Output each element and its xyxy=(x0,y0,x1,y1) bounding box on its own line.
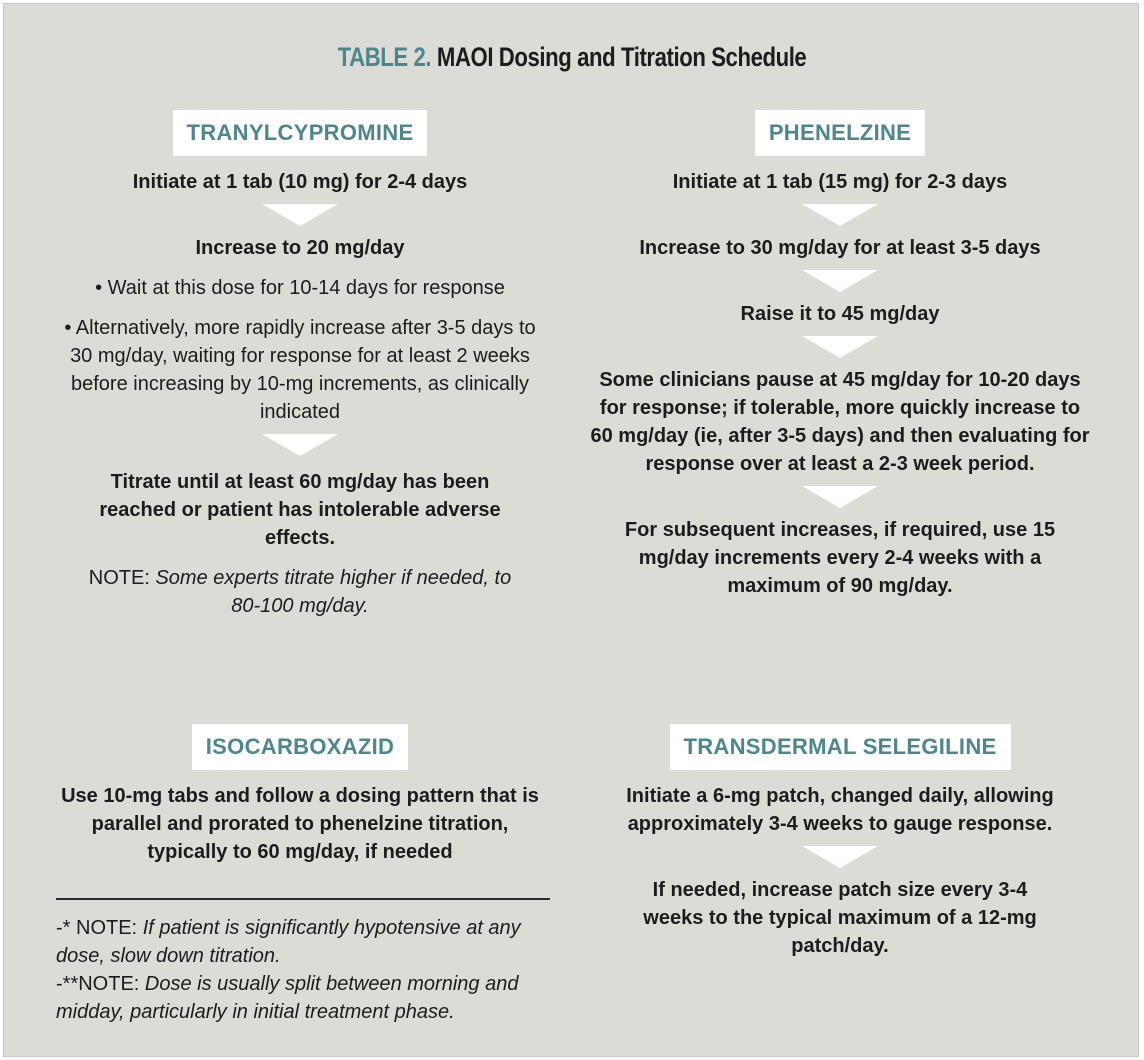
selegiline-step-2: If needed, increase patch size every 3-4 weeks to the typical maximum of a 12-mg patch/day. xyxy=(643,879,1037,957)
tranylcypromine-step-3: Titrate until at least 60 mg/day has been reached or patient has intolerable adverse effects. xyxy=(99,471,501,549)
phenelzine-step-4: Some clinicians pause at 45 mg/day for 10-20 days for response; if tolerable, more quickly increase to 60 mg/day (ie, after 3-5 days) and then evaluating for response over at least a 2-3 week period. xyxy=(590,369,1090,475)
footnote-1-text: If patient is significantly hypotensive at any dose, slow down titration. xyxy=(56,917,521,967)
tranylcypromine-note xyxy=(50,564,550,620)
tranylcypromine-bullet-2: • Alternatively, more rapidly increase after 3-5 days to 30 mg/day, waiting for response for at least 2 weeks before increasing by 10-mg increments, as clinically indicated xyxy=(64,317,536,423)
footnote-2 xyxy=(56,970,556,1026)
isocarboxazid-section xyxy=(50,724,550,866)
down-arrow-icon xyxy=(262,204,338,226)
phenelzine-step-1: Initiate at 1 tab (15 mg) for 2-3 days xyxy=(672,171,1008,193)
selegiline-step-1: Initiate a 6-mg patch, changed daily, allowing approximately 3-4 weeks to gauge response. xyxy=(626,785,1054,835)
down-arrow-icon xyxy=(802,486,878,508)
table-title-text: MAOI Dosing and Titration Schedule xyxy=(436,42,807,72)
selegiline-section xyxy=(590,724,1090,960)
tranylcypromine-section xyxy=(50,110,550,620)
footnote-1-label: -* NOTE: xyxy=(56,917,138,939)
down-arrow-icon xyxy=(802,846,878,868)
down-arrow-icon xyxy=(262,434,338,456)
down-arrow-icon xyxy=(802,270,878,292)
table-number: TABLE 2. xyxy=(337,42,432,72)
selegiline-heading: TRANSDERMAL SELEGILINE xyxy=(670,724,1011,770)
isocarboxazid-text: Use 10-mg tabs and follow a dosing pattern that is parallel and prorated to phenelzine titration, typically to 60 mg/day, if needed xyxy=(61,785,539,863)
down-arrow-icon xyxy=(802,204,878,226)
tranylcypromine-step-2: Increase to 20 mg/day xyxy=(195,237,405,259)
note-label: NOTE: xyxy=(88,567,150,589)
phenelzine-step-3: Raise it to 45 mg/day xyxy=(740,303,940,325)
footnotes xyxy=(56,914,556,1026)
tranylcypromine-bullet-1: • Wait at this dose for 10-14 days for response xyxy=(95,277,505,299)
phenelzine-section xyxy=(590,110,1090,600)
footnote-2-label: -**NOTE: xyxy=(56,973,140,995)
table-panel xyxy=(3,3,1139,1057)
footnote-divider xyxy=(56,898,550,900)
tranylcypromine-heading: TRANYLCYPROMINE xyxy=(173,110,428,156)
note-text: Some experts titrate higher if needed, to 80-100 mg/day. xyxy=(155,567,512,617)
phenelzine-step-2: Increase to 30 mg/day for at least 3-5 days xyxy=(639,237,1041,259)
footnote-2-text: Dose is usually split between morning and midday, particularly in initial treatment phase. xyxy=(56,973,519,1023)
table-title xyxy=(106,42,1038,73)
phenelzine-heading: PHENELZINE xyxy=(755,110,925,156)
down-arrow-icon xyxy=(802,336,878,358)
isocarboxazid-heading: ISOCARBOXAZID xyxy=(192,724,408,770)
footnote-1 xyxy=(56,914,556,970)
tranylcypromine-step-1: Initiate at 1 tab (10 mg) for 2-4 days xyxy=(132,171,468,193)
phenelzine-step-5: For subsequent increases, if required, use 15 mg/day increments every 2-4 weeks with a maximum of 90 mg/day. xyxy=(624,519,1056,597)
